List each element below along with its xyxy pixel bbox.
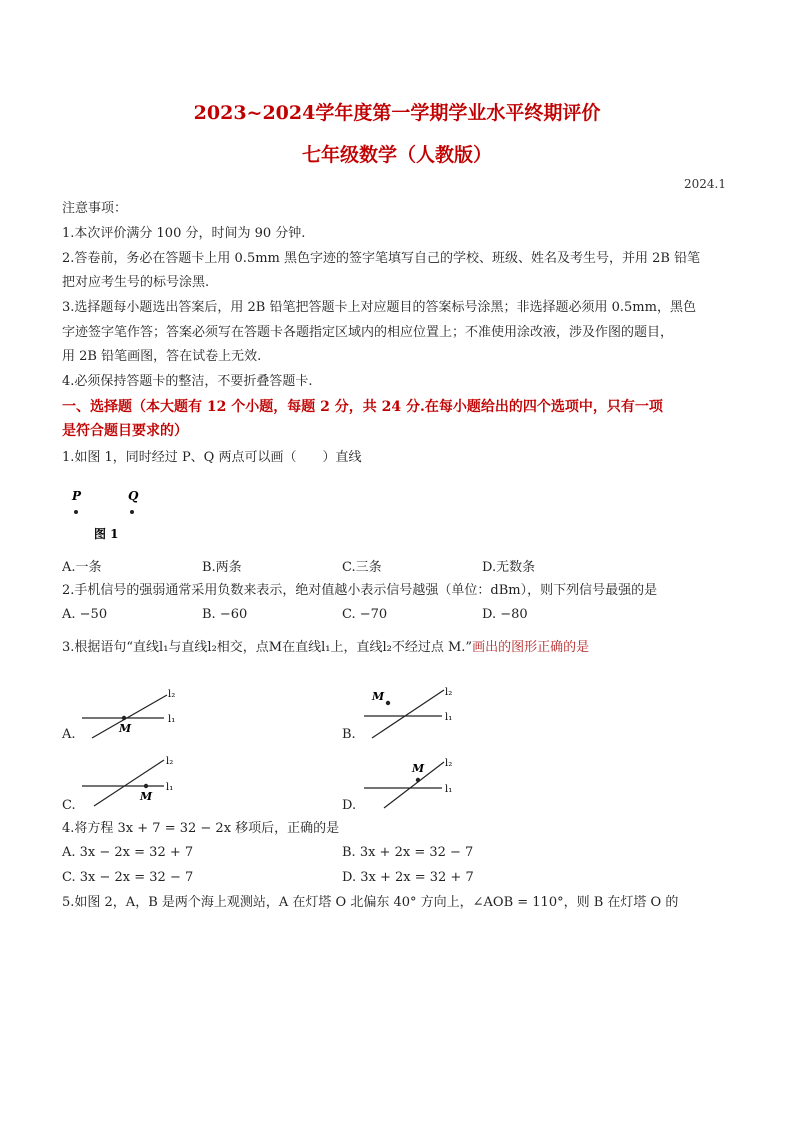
line-l2 <box>94 760 164 806</box>
q3-option-a: A. <box>62 727 76 742</box>
section-heading-line2: 是符合题目要求的） <box>62 423 188 439</box>
q1-option-d: D.无数条 <box>482 560 536 575</box>
q2-option-d: D. −80 <box>482 607 528 622</box>
point-p <box>74 510 78 514</box>
page-title: 2023~2024学年度第一学期学业水平终期评价 <box>193 102 601 124</box>
q3-option-b: B. <box>342 727 356 742</box>
point-m <box>144 784 148 788</box>
label-m: M <box>140 790 153 803</box>
q2-option-c: C. −70 <box>342 607 388 622</box>
q2-option-b: B. −60 <box>202 607 248 622</box>
label-l1: l₁ <box>166 782 174 793</box>
note-2b: 把对应考生号的标号涂黑. <box>62 275 210 290</box>
point-q-label: Q <box>128 489 139 503</box>
label-m: M <box>119 722 132 735</box>
q4-option-c: C. 3x − 2x = 32 − 7 <box>62 870 194 885</box>
note-1: 1.本次评价满分 100 分，时间为 90 分钟. <box>62 226 306 241</box>
q1-option-a: A.一条 <box>62 560 102 575</box>
q1-option-b: B.两条 <box>202 560 242 575</box>
question-3-stem-text: 3.根据语句“直线l₁与直线l₂相交，点M在直线l₁上，直线l₂不经过点 M.” <box>62 640 473 655</box>
question-3-stem-red: 画出的图形正确的是 <box>472 640 590 655</box>
point-m <box>122 716 126 720</box>
notes-heading: 注意事项： <box>62 201 128 216</box>
q1-option-c: C.三条 <box>342 560 382 575</box>
q4-option-b: B. 3x + 2x = 32 − 7 <box>342 845 474 860</box>
q3-figure-a <box>72 683 192 743</box>
question-1-stem: 1.如图 1，同时经过 P、Q 两点可以画（ ）直线 <box>62 450 362 465</box>
question-3-stem <box>62 639 589 657</box>
label-l2: l₂ <box>168 689 176 700</box>
page-subtitle: 七年级数学（人教版） <box>301 144 492 166</box>
q4-option-a: A. 3x − 2x = 32 + 7 <box>62 845 194 860</box>
note-3c: 用 2B 铅笔画图，答在试卷上无效. <box>62 349 262 364</box>
label-m: M <box>412 762 425 775</box>
section-heading-line1: 一、选择题（本大题有 12 个小题，每题 2 分，共 24 分.在每小题给出的四个选项中，只有一项 <box>62 399 663 415</box>
figure-1-caption: 图 1 <box>94 527 119 541</box>
note-4: 4.必须保持答题卡的整洁，不要折叠答题卡. <box>62 374 313 389</box>
label-l1: l₁ <box>445 784 453 795</box>
question-2-stem: 2.手机信号的强弱通常采用负数来表示，绝对值越小表示信号越强（单位：dBm），则下列信号最强的是 <box>62 583 658 598</box>
question-4-stem: 4.将方程 3x + 7 = 32 − 2x 移项后，正确的是 <box>62 821 340 836</box>
point-m <box>386 701 390 705</box>
point-p-label: P <box>72 489 82 503</box>
note-2a: 2.答卷前，务必在答题卡上用 0.5mm 黑色字迹的签字笔填写自己的学校、班级、姓名及考生号，并用 2B 铅笔 <box>62 251 701 266</box>
q3-option-d: D. <box>342 798 357 813</box>
question-5-stem: 5.如图 2，A，B 是两个海上观测站，A 在灯塔 O 北偏东 40° 方向上，∠AOB = 110°，则 B 在灯塔 O 的 <box>62 895 679 910</box>
point-q <box>130 510 134 514</box>
q3-figure-d <box>356 752 476 812</box>
label-l2: l₂ <box>445 687 453 698</box>
note-3b: 字迹签字笔作答；答案必须写在答题卡各题指定区域内的相应位置上；不准使用涂改液，涉及作图的题目， <box>62 325 674 340</box>
exam-date: 2024.1 <box>684 177 726 191</box>
note-3a: 3.选择题每小题选出答案后，用 2B 铅笔把答题卡上对应题目的答案标号涂黑；非选择题必须用 0.5mm，黑色 <box>62 300 696 315</box>
q3-figure-c <box>72 752 192 812</box>
label-l1: l₁ <box>168 714 176 725</box>
label-m: M <box>372 690 385 703</box>
label-l2: l₂ <box>166 756 174 767</box>
figure-1 <box>62 480 172 548</box>
q2-option-a: A. −50 <box>62 607 108 622</box>
q3-option-c: C. <box>62 798 76 813</box>
q4-option-d: D. 3x + 2x = 32 + 7 <box>342 870 474 885</box>
point-m <box>416 778 420 782</box>
label-l2: l₂ <box>445 758 453 769</box>
q3-figure-b <box>356 678 476 742</box>
label-l1: l₁ <box>445 712 453 723</box>
